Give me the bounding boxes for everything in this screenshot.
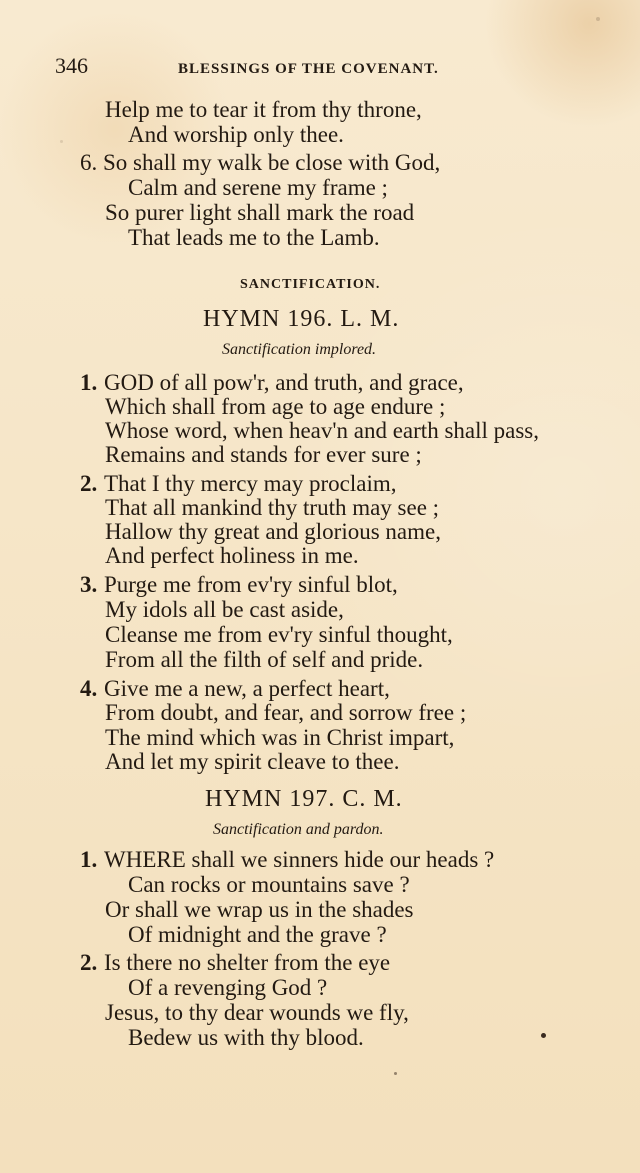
hymn-196-verse-2-line-3: Hallow thy great and glorious name,	[105, 519, 441, 544]
verse-number: 2.	[80, 471, 98, 496]
hymn-197-subtitle: Sanctification and pardon.	[213, 821, 384, 838]
hymn-196-verse-4-line-2: From doubt, and fear, and sorrow free ;	[105, 700, 467, 725]
top-line-1: Help me to tear it from thy throne,	[105, 97, 422, 122]
hymn-196-subtitle: Sanctification implored.	[222, 341, 377, 358]
hymn-196-verse-1-line-1: 1. GOD of all pow'r, and truth, and grace,	[80, 370, 464, 395]
hymn-197-verse-1-line-2: Can rocks or mountains save ?	[128, 872, 410, 897]
paper-stain	[596, 17, 600, 21]
top-line-5: So purer light shall mark the road	[105, 200, 415, 225]
hymn-197-verse-2-line-3: Jesus, to thy dear wounds we fly,	[105, 1000, 409, 1025]
hymn-197-verse-2-line-4: Bedew us with thy blood.	[128, 1025, 364, 1050]
hymn-196-verse-3-line-4: From all the filth of self and pride.	[105, 647, 424, 672]
top-line-6: That leads me to the Lamb.	[128, 225, 380, 250]
hymn-196-verse-4-line-3: The mind which was in Christ impart,	[105, 725, 455, 750]
hymn-196-verse-2-line-1: 2. That I thy mercy may proclaim,	[80, 471, 397, 496]
hymn-196-verse-1-line-2: Which shall from age to age endure ;	[105, 394, 446, 419]
hymn-196-verse-3-line-3: Cleanse me from ev'ry sinful thought,	[105, 622, 453, 647]
top-line-3: 6. So shall my walk be close with God,	[80, 150, 441, 175]
verse-number: 1.	[80, 847, 98, 872]
hymn-197-verse-1-line-1: 1. WHERE shall we sinners hide our heads ?	[80, 847, 495, 872]
running-head: BLESSINGS OF THE COVENANT.	[178, 61, 439, 77]
hymn-196-verse-3-line-1: 3. Purge me from ev'ry sinful blot,	[80, 572, 398, 597]
verse-number: 1.	[80, 370, 98, 395]
hymn-197-verse-2-line-2: Of a revenging God ?	[128, 975, 328, 1000]
top-line-2: And worship only thee.	[128, 122, 344, 147]
print-speck	[394, 1072, 397, 1075]
hymn-196-verse-3-line-2: My idols all be cast aside,	[105, 597, 344, 622]
hymn-196-verse-4-line-4: And let my spirit cleave to thee.	[105, 749, 400, 774]
hymn-196-verse-1-line-4: Remains and stands for ever sure ;	[105, 442, 422, 467]
top-line-4: Calm and serene my frame ;	[128, 175, 388, 200]
verse-number: 4.	[80, 676, 98, 701]
verse-number: 2.	[80, 950, 98, 975]
hymn-197-verse-1-line-3: Or shall we wrap us in the shades	[105, 897, 414, 922]
hymn-196-verse-2-line-2: That all mankind thy truth may see ;	[105, 495, 440, 520]
paper-stain	[60, 140, 63, 143]
hymn-196-title: HYMN 196. L. M.	[203, 306, 400, 332]
hymn-197-title: HYMN 197. C. M.	[205, 786, 403, 812]
print-speck	[541, 1033, 546, 1038]
hymn-196-verse-2-line-4: And perfect holiness in me.	[105, 543, 359, 568]
page-number: 346	[55, 53, 88, 78]
hymn-196-verse-4-line-1: 4. Give me a new, a perfect heart,	[80, 676, 390, 701]
hymn-196-verse-1-line-3: Whose word, when heav'n and earth shall pass,	[105, 418, 539, 443]
section-title: SANCTIFICATION.	[240, 277, 381, 292]
hymn-197-verse-1-line-4: Of midnight and the grave ?	[128, 922, 387, 947]
hymn-197-verse-2-line-1: 2. Is there no shelter from the eye	[80, 950, 391, 975]
verse-number: 3.	[80, 572, 98, 597]
